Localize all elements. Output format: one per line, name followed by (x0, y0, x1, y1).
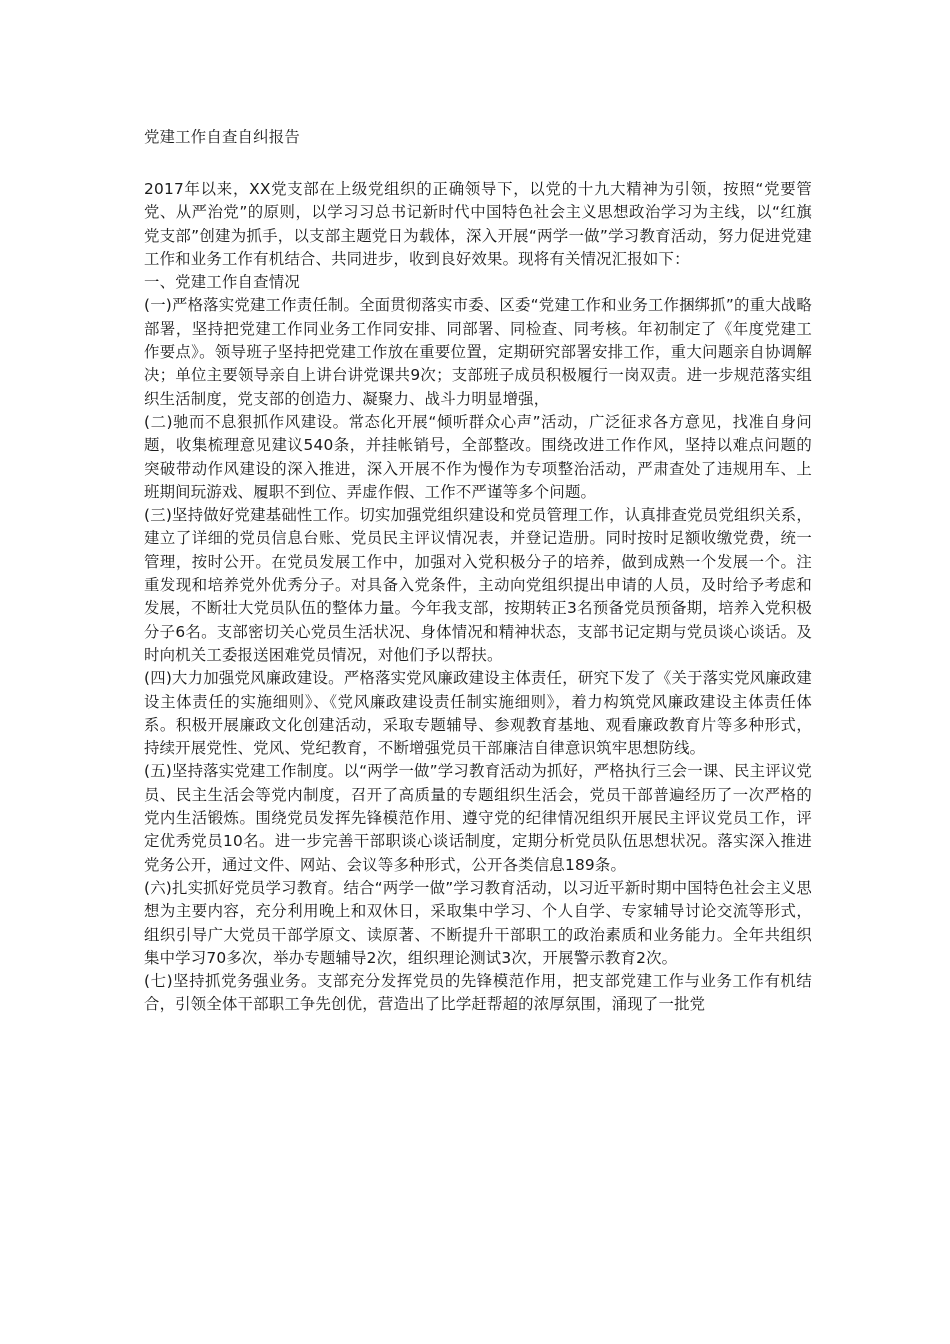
paragraph-1: (一)严格落实党建工作责任制。全面贯彻落实市委、区委“党建工作和业务工作捆绑抓”的重大战略部署，坚持把党建工作同业务工作同安排、同部署、同检查、同考核。年初制定了《年度党建工作要点》。领导班子坚持把党建工作放在重要位置，定期研究部署安排工作，重大问题亲自协调解决；单位主要领导亲自上讲台讲党课共9次；支部班子成员积极履行一岗双责。进一步规范落实组织生活制度，党支部的创造力、凝聚力、战斗力明显增强， (144, 296, 812, 408)
paragraph-3: (三)坚持做好党建基础性工作。切实加强党组织建设和党员管理工作，认真排查党员党组织关系，建立了详细的党员信息台账、党员民主评议情况表，并登记造册。同时按时足额收缴党费，统一管理，按时公开。在党员发展工作中，加强对入党积极分子的培养，做到成熟一个发展一个。注重发现和培养党外优秀分子。对具备入党条件，主动向党组织提出申请的人员，及时给予考虑和发展，不断壮大党员队伍的整体力量。今年我支部，按期转正3名预备党员预备期，培养入党积极分子6名。支部密切关心党员生活状况、身体情况和精神状态，支部书记定期与党员谈心谈话。及时向机关工委报送困难党员情况，对他们予以帮扶。 (144, 506, 812, 664)
document-body (144, 178, 812, 1017)
section-heading: 一、党建工作自查情况 (144, 273, 300, 292)
paragraph-7: (七)坚持抓党务强业务。支部充分发挥党员的先锋模范作用，把支部党建工作与业务工作有机结合，引领全体干部职工争先创优，营造出了比学赶帮超的浓厚氛围，涌现了一批党 (144, 972, 812, 1014)
paragraph-6: (六)扎实抓好党员学习教育。结合“两学一做”学习教育活动，以习近平新时期中国特色社会主义思想为主要内容，充分利用晚上和双休日，采取集中学习、个人自学、专家辅导讨论交流等形式，组织引导广大党员干部学原文、读原著、不断提升干部职工的政治素质和业务能力。全年共组织集中学习70多次，举办专题辅导2次，组织理论测试3次，开展警示教育2次。 (144, 878, 812, 967)
paragraph-intro: 2017年以来，XX党支部在上级党组织的正确领导下，以党的十九大精神为引领，按照“党要管党、从严治党”的原则，以学习习总书记新时代中国特色社会主义思想政治学习为主线，以“红旗党支部”创建为抓手，以支部主题党日为载体，深入开展“两学一做”学习教育活动，努力促进党建工作和业务工作有机结合、共同进步，收到良好效果。现将有关情况汇报如下： (144, 180, 812, 268)
paragraph-4: (四)大力加强党风廉政建设。严格落实党风廉政建设主体责任，研究下发了《关于落实党风廉政建设主体责任的实施细则》、《党风廉政建设责任制实施细则》，着力构筑党风廉政建设主体责任体系。积极开展廉政文化创建活动，采取专题辅导、参观教育基地、观看廉政教育片等多种形式，持续开展党性、党风、党纪教育，不断增强党员干部廉洁自律意识筑牢思想防线。 (144, 669, 812, 758)
document-title: 党建工作自查自纠报告 (144, 128, 300, 146)
paragraph-5: (五)坚持落实党建工作制度。以“两学一做”学习教育活动为抓好，严格执行三会一课、民主评议党员、民主生活会等党内制度，召开了高质量的专题组织生活会，党员干部普遍经历了一次严格的党内生活锻炼。围绕党员发挥先锋模范作用、遵守党的纪律情况组织开展民主评议党员工作，评定优秀党员10名。进一步完善干部职谈心谈话制度，定期分析党员队伍思想状况。落实深入推进党务公开，通过文件、网站、会议等多种形式，公开各类信息189条。 (144, 762, 812, 874)
paragraph-2: (二)驰而不息狠抓作风建设。常态化开展“倾听群众心声”活动，广泛征求各方意见，找准自身问题，收集梳理意见建议540条，并挂帐销号，全部整改。围绕改进工作作风，坚持以难点问题的突破带动作风建设的深入推进，深入开展不作为慢作为专项整治活动，严肃查处了违规用车、上班期间玩游戏、履职不到位、弄虚作假、工作不严谨等多个问题。 (144, 412, 812, 501)
